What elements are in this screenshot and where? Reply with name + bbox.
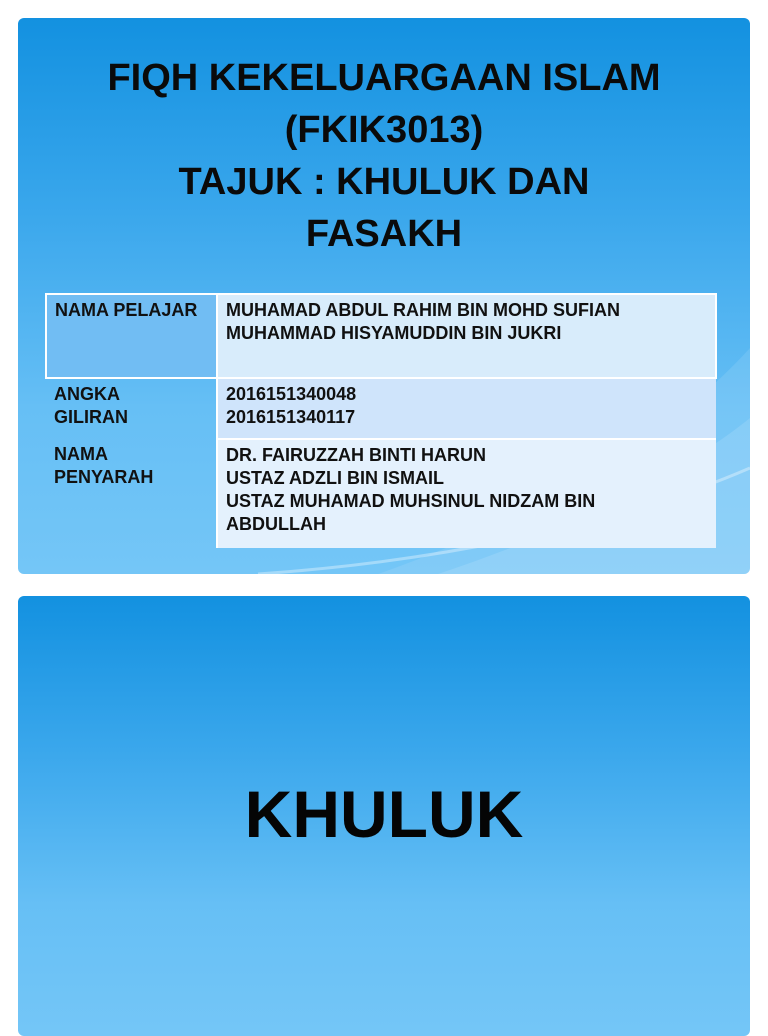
value-text: USTAZ ADZLI BIN ISMAIL [226, 468, 444, 488]
table-row [46, 439, 716, 548]
value-text: DR. FAIRUZZAH BINTI HARUN [226, 445, 486, 465]
label-text: NAMA [54, 444, 108, 464]
label-text: GILIRAN [54, 407, 128, 427]
title-slide [18, 18, 750, 574]
student-info-table [45, 293, 717, 548]
table-row [46, 378, 716, 439]
label-text: PENYARAH [54, 467, 154, 487]
section-slide [18, 596, 750, 1036]
label-cell [46, 439, 217, 548]
value-text: USTAZ MUHAMAD MUHSINUL NIDZAM BIN [226, 491, 596, 511]
value-text: MUHAMAD ABDUL RAHIM BIN MOHD SUFIAN [226, 300, 620, 320]
label-text: NAMA PELAJAR [55, 300, 198, 320]
value-text: 2016151340048 [226, 384, 357, 404]
label-text: ANGKA [54, 384, 120, 404]
title-line-2: (FKIK3013) [284, 109, 484, 151]
value-cell [217, 378, 716, 439]
value-cell [217, 294, 716, 378]
value-text: 2016151340117 [226, 407, 356, 427]
label-cell [46, 378, 217, 439]
label-cell [46, 294, 217, 378]
value-cell [217, 439, 716, 548]
value-text: ABDULLAH [226, 514, 326, 534]
title-line-3: TAJUK : KHULUK DAN [178, 161, 590, 203]
table-row [46, 294, 716, 378]
value-text: MUHAMMAD HISYAMUDDIN BIN JUKRI [226, 323, 562, 343]
slide-title [18, 52, 750, 260]
title-line-1: FIQH KEKELUARGAAN ISLAM [107, 57, 661, 99]
title-line-4: FASAKH [305, 213, 463, 255]
section-title: KHULUK [244, 777, 524, 851]
